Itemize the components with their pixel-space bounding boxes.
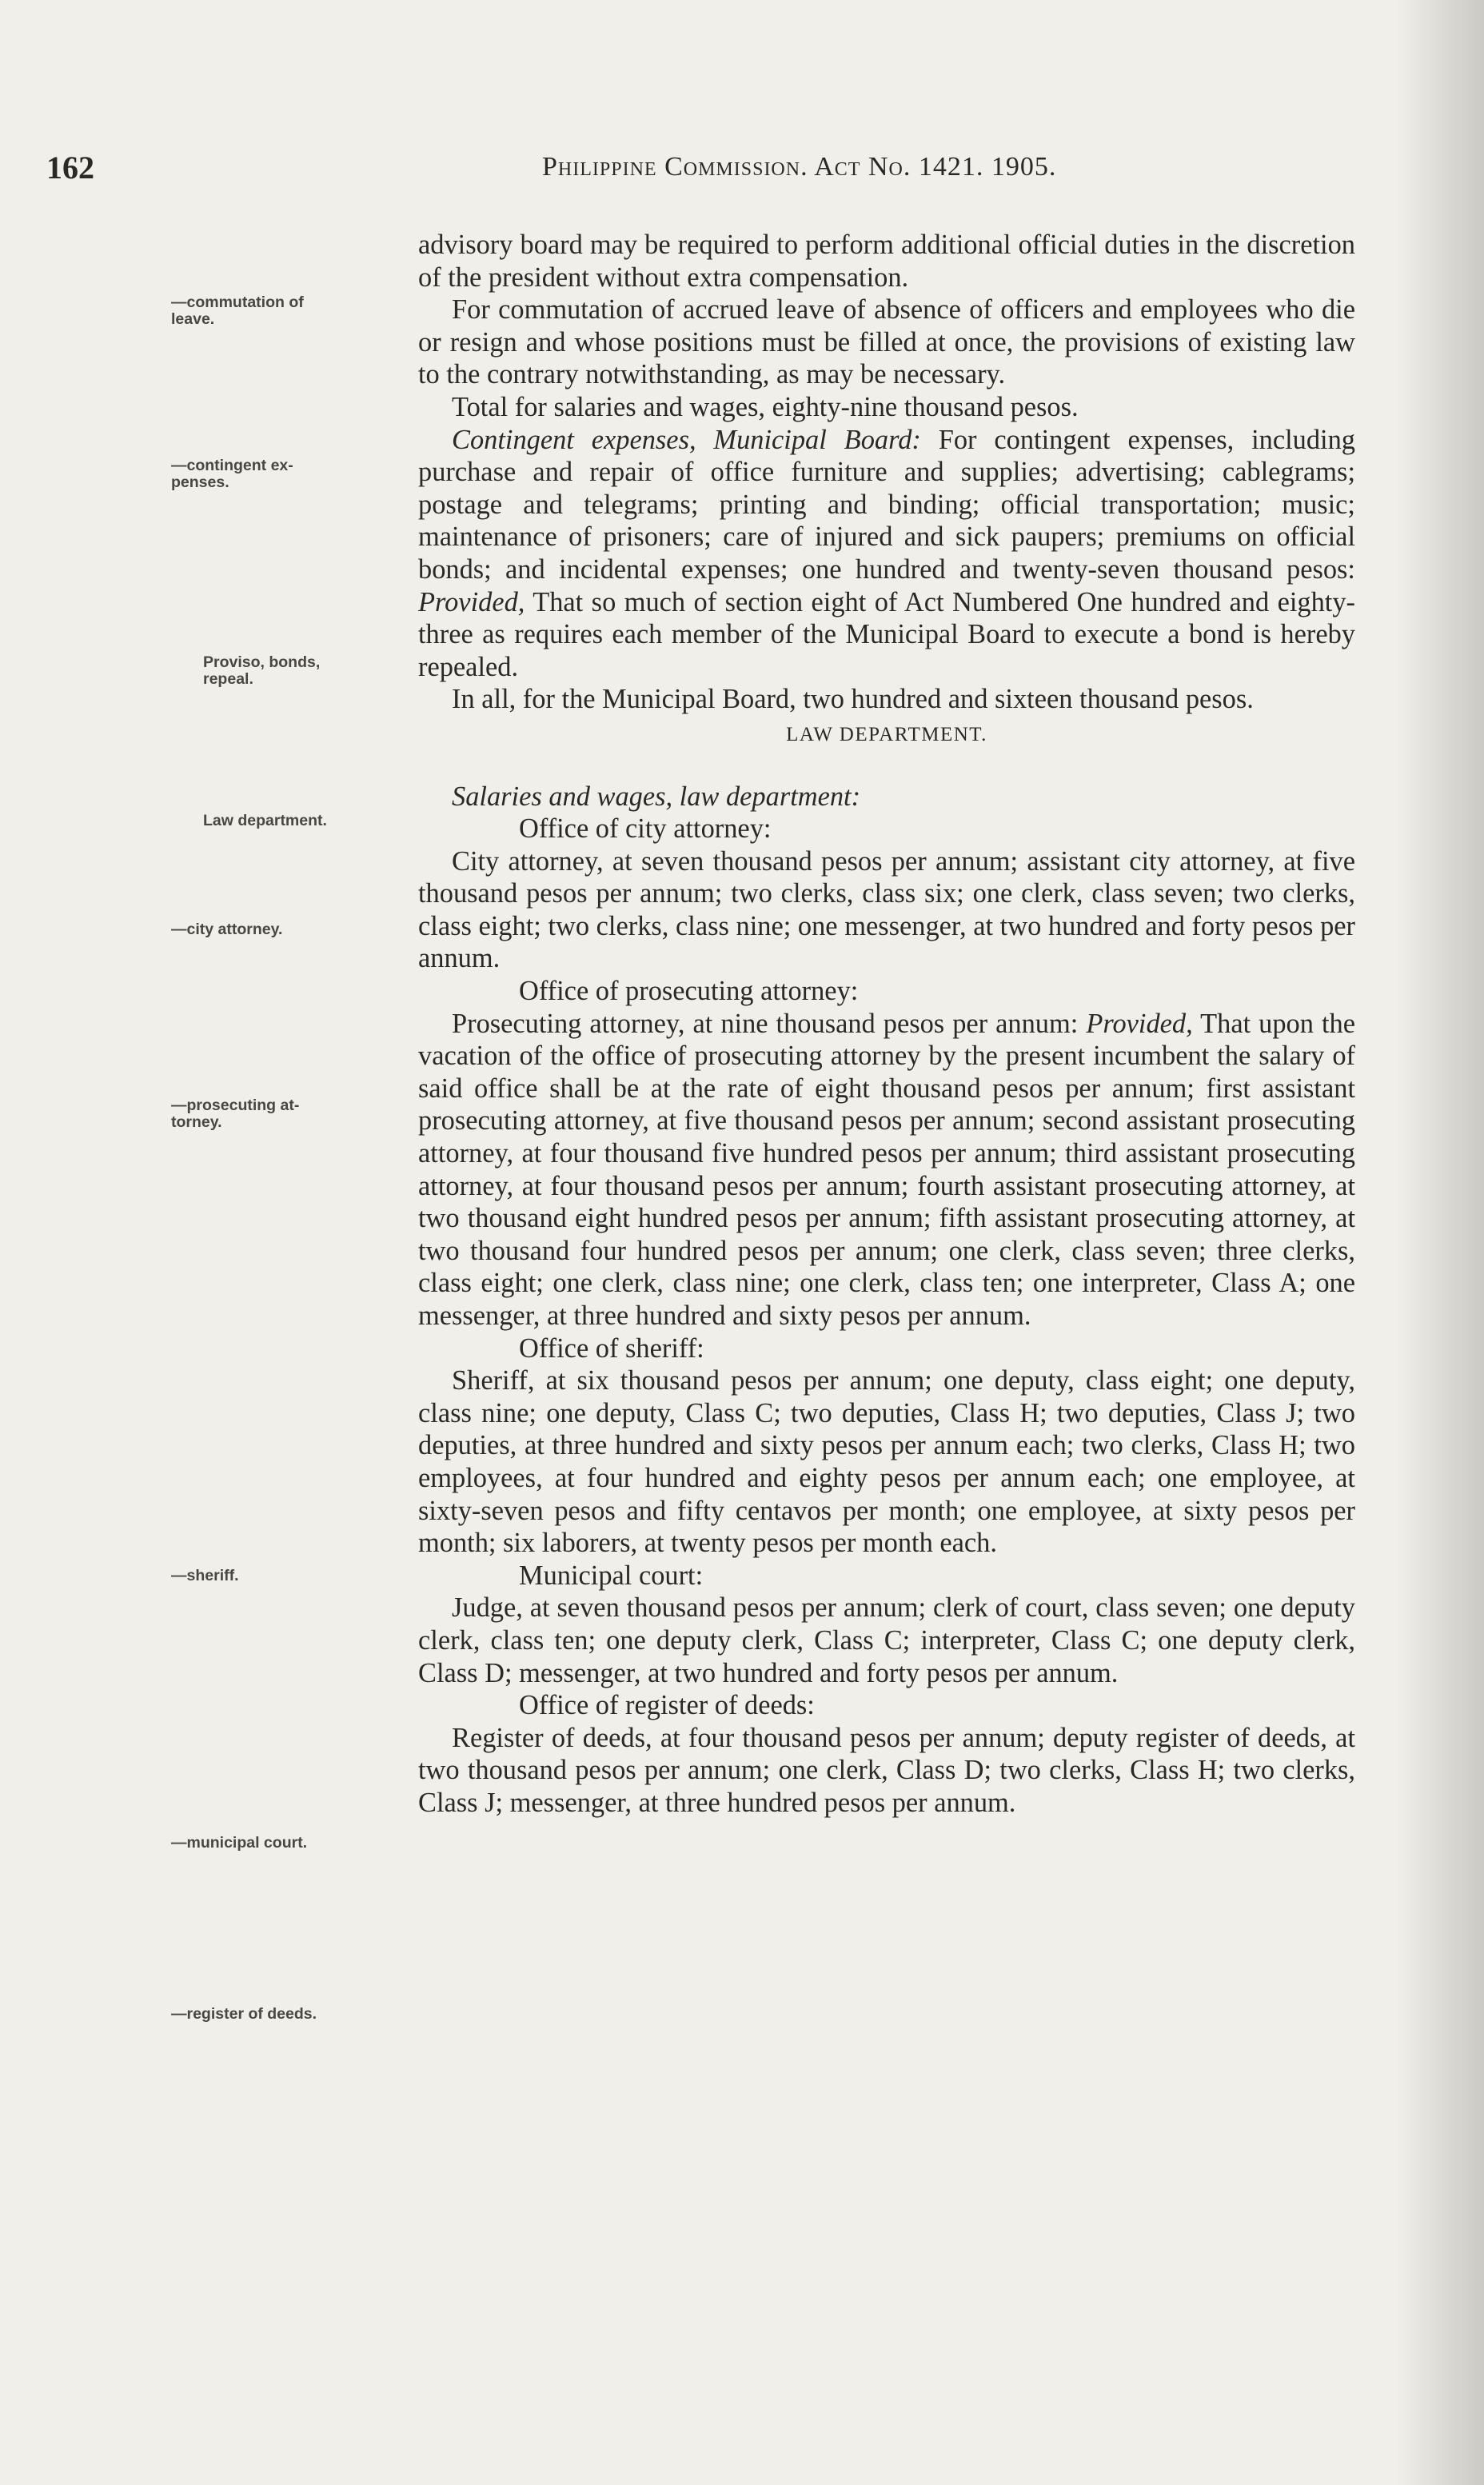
margin-note-line: —city attorney. (171, 921, 283, 938)
paragraph (418, 424, 1355, 684)
margin-note-line: —register of deeds. (171, 2005, 317, 2023)
page-edge-shadow (1396, 0, 1484, 2485)
margin-note-commutation (171, 294, 411, 328)
italic-heading: Salaries and wages, law department: (452, 781, 861, 812)
text-run: That so much of section eight of Act Numbered One hundred and eighty-three as requires each member of the Municipal Board to execute a bond is hereby repealed. (418, 586, 1355, 682)
sub-heading: Office of sheriff: (519, 1332, 704, 1364)
margin-note-municipal-court (171, 1835, 411, 1852)
margin-note-line: —sheriff. (171, 1567, 239, 1584)
margin-note-city-attorney (171, 921, 411, 938)
sub-heading: Office of register of deeds: (519, 1690, 815, 1721)
margin-note-contingent (171, 457, 411, 491)
page-number: 162 (46, 150, 94, 186)
margin-note-law-department (203, 813, 443, 829)
paragraph (418, 1008, 1355, 1332)
italic-heading: Contingent expenses, Municipal Board: (452, 424, 921, 455)
paragraph: advisory board may be required to perform additional official duties in the discretion of the president without extra compensation. (418, 230, 1355, 293)
margin-note-line: Proviso, bonds, (203, 653, 321, 671)
italic-proviso: Provided, (418, 586, 525, 617)
page-header (46, 149, 1358, 189)
text-run: For contingent expenses, including purchase and repair of office furniture and supplies; advertising; cablegrams; postage and telegrams; printing and binding; official transportation; music; maintenance of prisoners; care of injured and sick paupers; premiums on official bonds; and incidental expenses; one hundred and twenty-seven thousand pesos: (418, 424, 1355, 585)
margin-note-sheriff (171, 1568, 411, 1584)
margin-note-line: torney. (171, 1113, 222, 1131)
paragraph: Register of deeds, at four thousand pesos per annum; deputy register of deeds, at two thousand pesos per annum; one clerk, Class D; two clerks, Class H; two clerks, Class J; messenger, at three hundred pesos per annum. (418, 1722, 1355, 1818)
margin-note-line: penses. (171, 473, 229, 491)
text-run: That upon the vacation of the office of prosecuting attorney by the present incumbent the salary of said office shall be at the rate of eight thousand pesos per annum; first assistant prosecuting attorney, at five thousand pesos per annum; second assistant prosecuting attorney, at four thousand five hundred pesos per annum; third assistant prosecuting attorney, at four thousand pesos per annum; fourth assistant prosecuting attorney, at two thousand eight hundred pesos per annum; fifth assistant prosecuting attorney, at two thousand four hundred pesos per annum; one clerk, class seven; three clerks, class eight; one clerk, class nine; one clerk, class ten; one interpreter, Class A; one messenger, at three hundred and sixty pesos per annum. (418, 1008, 1355, 1331)
paragraph: Judge, at seven thousand pesos per annum; clerk of court, class seven; one deputy clerk, class ten; one deputy clerk, Class C; interpreter, Class C; one deputy clerk, Class D; messenger, at two hundred and forty pesos per annum. (418, 1592, 1355, 1688)
sub-heading: Office of prosecuting attorney: (519, 976, 859, 1007)
paragraph: City attorney, at seven thousand pesos per annum; assistant city attorney, at five thousand pesos per annum; two clerks, class six; one clerk, class seven; two clerks, class eight; two clerks, class nine; one messenger, at two hundred and forty pesos per annum. (418, 845, 1355, 974)
running-head: Philippine Commission. Act No. 1421. 1905. (542, 152, 1057, 182)
paragraph: For commutation of accrued leave of absence of officers and employees who die or resign and whose positions must be filled at once, the provisions of existing law to the contrary notwithstanding, as may be necessary. (418, 294, 1355, 390)
sub-heading (418, 781, 1355, 813)
sub-heading: Municipal court: (519, 1560, 704, 1591)
margin-note-line: —contingent ex- (171, 457, 293, 474)
margin-note-line: —commutation of (171, 294, 304, 311)
margin-note-prosecuting-attorney (171, 1097, 411, 1131)
paragraph: Sheriff, at six thousand pesos per annum; one deputy, class eight; one deputy, class nine; one deputy, Class C; two deputies, Class H; two deputies, Class J; two deputies, at three hundred and sixty pesos per annum each; two clerks, Class H; two employees, at four hundred and eighty pesos per annum each; one employee, at sixty-seven pesos and fifty centavos per month; one employee, at sixty pesos per month; six laborers, at twenty pesos per month each. (418, 1365, 1355, 1559)
paragraph: In all, for the Municipal Board, two hundred and sixteen thousand pesos. (452, 684, 1254, 715)
sub-heading: Office of city attorney: (519, 813, 772, 845)
margin-note-line: —prosecuting at- (171, 1097, 300, 1114)
margin-note-line: leave. (171, 310, 215, 328)
margin-note-line: Law department. (203, 812, 327, 829)
margin-note-line: —municipal court. (171, 1834, 308, 1852)
margin-note-line: repeal. (203, 670, 253, 688)
body-text (418, 229, 1355, 1820)
italic-proviso: Provided, (1086, 1008, 1193, 1039)
margin-note-register-of-deeds (171, 2006, 411, 2023)
section-heading: LAW DEPARTMENT. (786, 723, 987, 745)
margin-note-proviso (203, 654, 443, 688)
text-run: Prosecuting attorney, at nine thousand pesos per annum: (452, 1008, 1087, 1039)
paragraph: Total for salaries and wages, eighty-nine thousand pesos. (452, 391, 1079, 422)
